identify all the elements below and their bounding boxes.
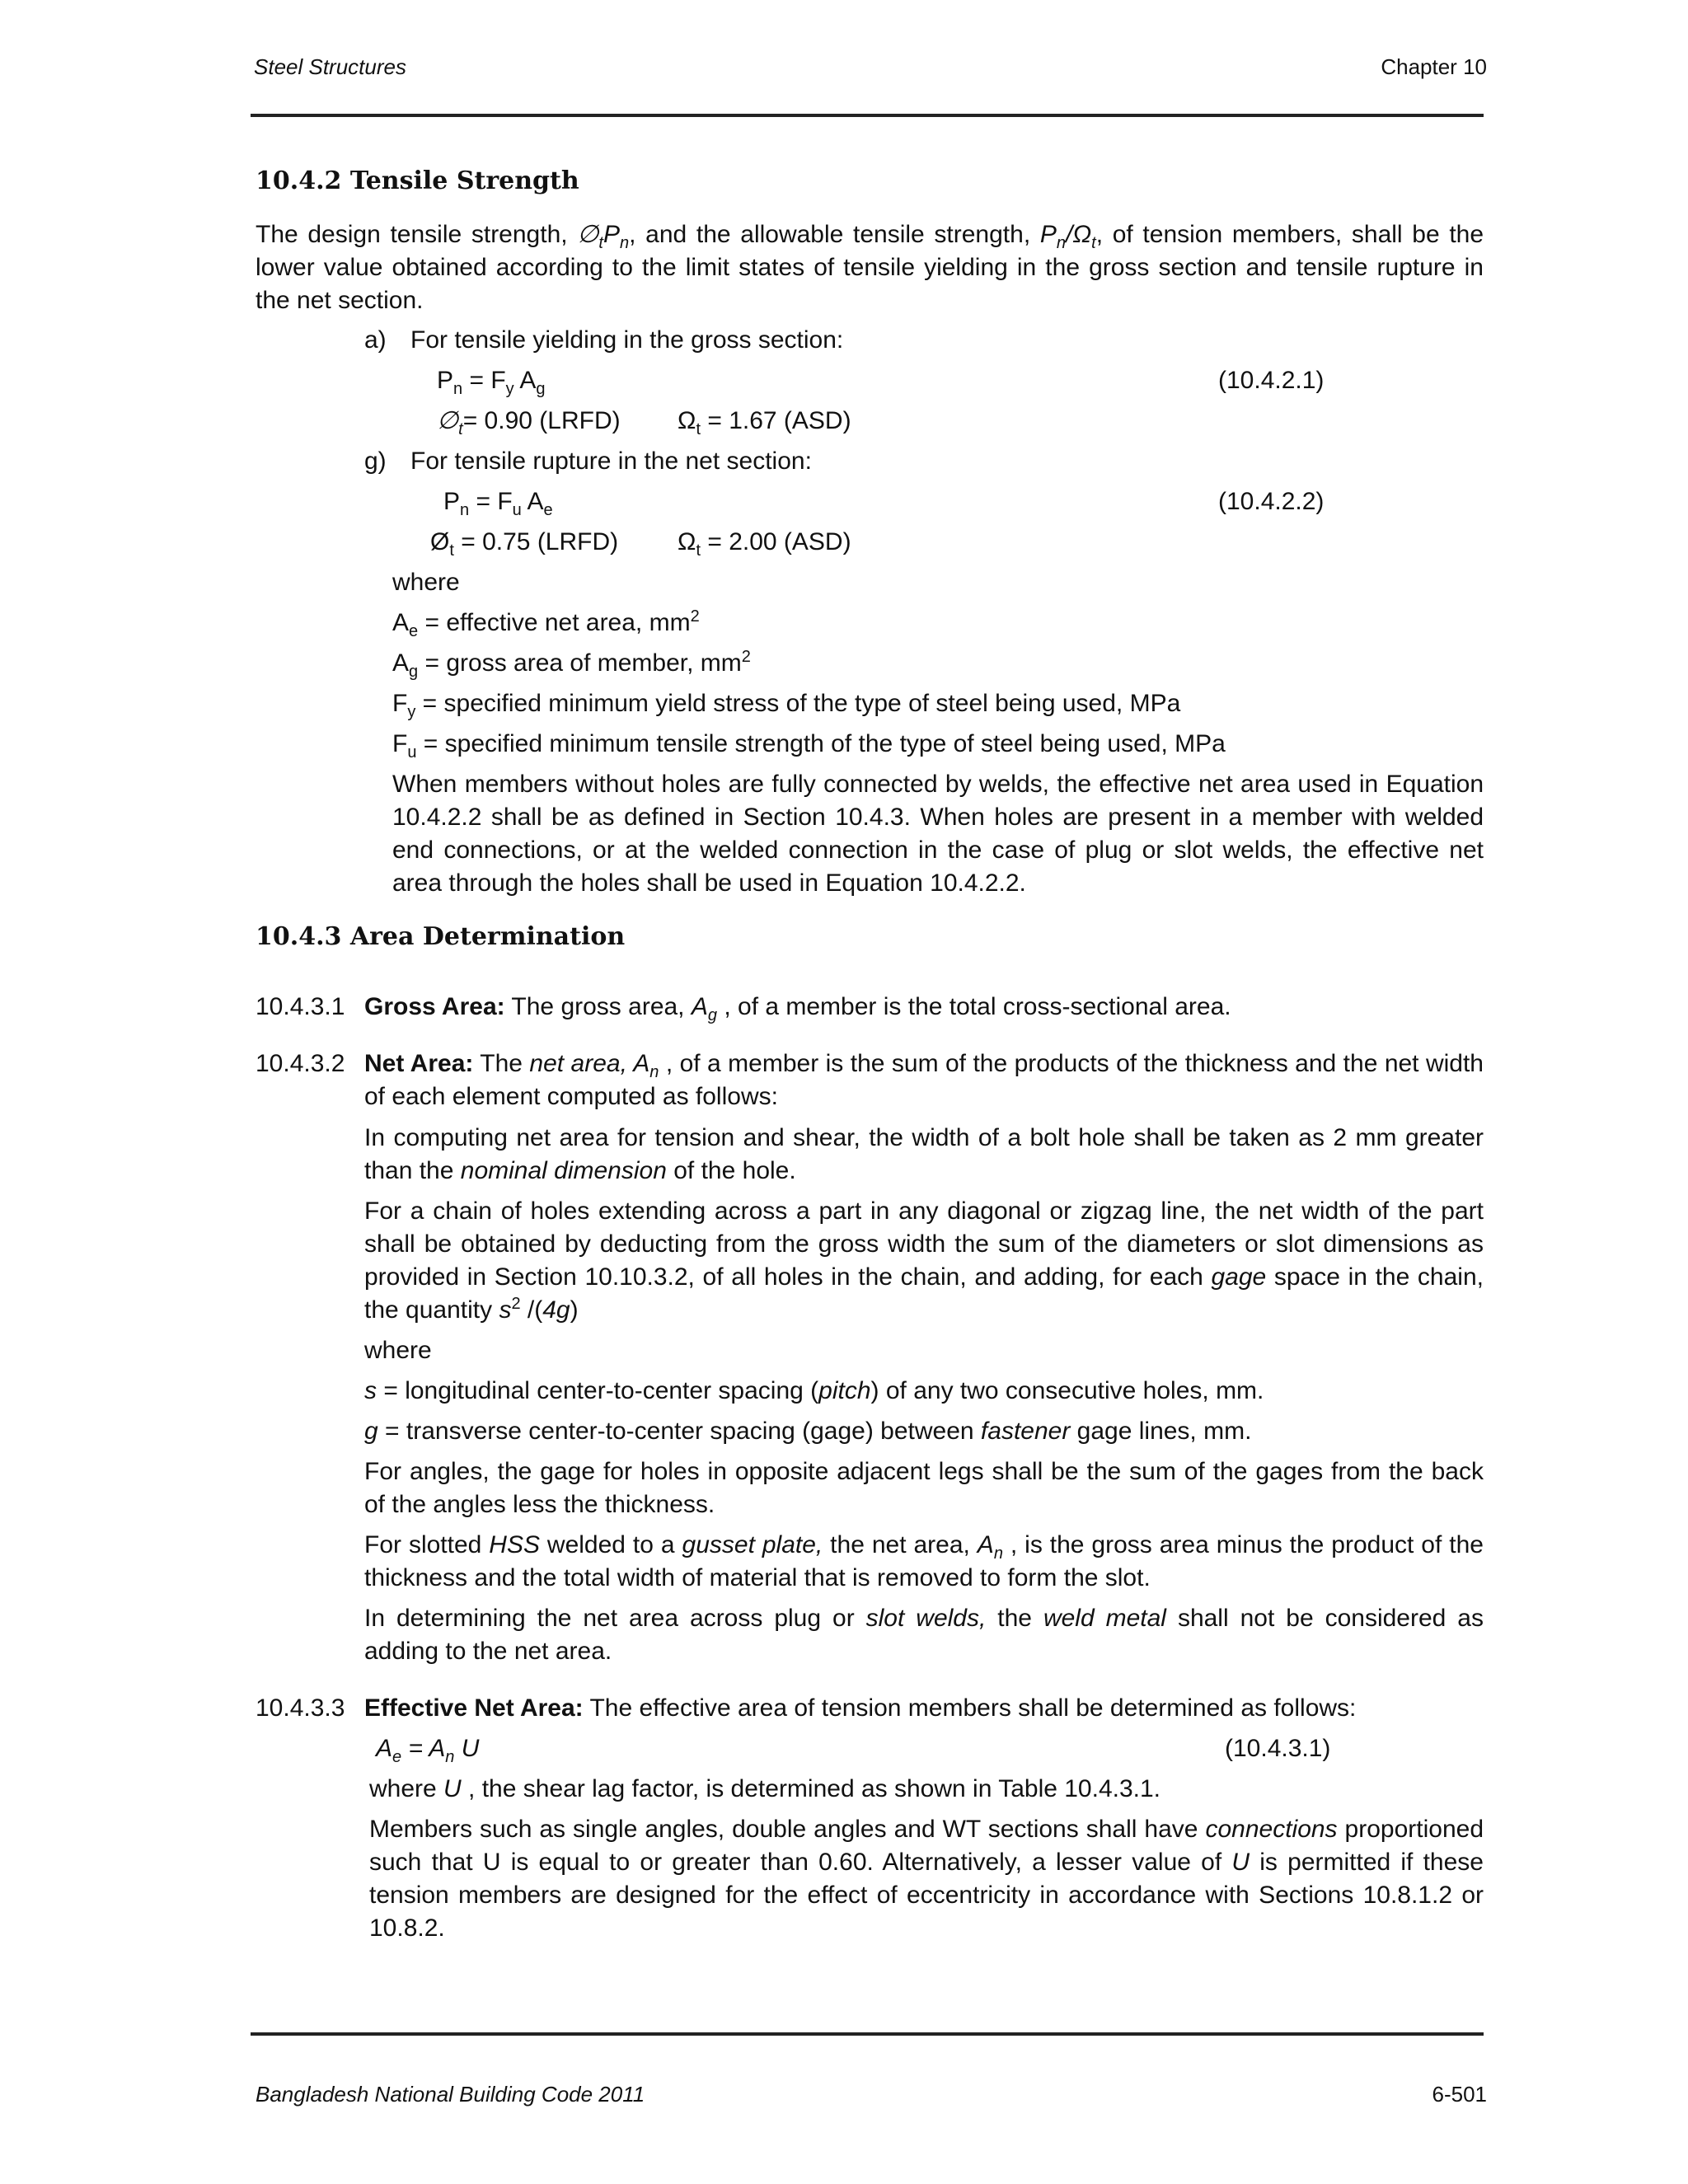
definition-ae: $A_e$ = effective net area, $mm^2$ — [392, 607, 700, 640]
item-g-text: For tensile rupture in the net section: — [410, 448, 812, 475]
net-area-clause: Net Area: The net area, $A_n$ , of a member is the sum of the products of the thickness and the net width of each element computed as follows: — [364, 1050, 1484, 1110]
welded-members-paragraph: When members without holes are fully connected by welds, the effective net area used in Equation 10.4.2.2 shall be as defined in Section 10.4.3. When holes are present in a member with welded end connections, or at the welded connection in the case of plug or slot welds, the effective net area through the holes shall be used in Equation 10.4.2.2. — [392, 771, 1484, 897]
gross-area-clause: Gross Area: The gross area, $A_g$ , of a member is the total cross-sectional area. — [364, 993, 1231, 1024]
effective-net-area-clause: Effective Net Area: The effective area of tension members shall be determined as follows: — [364, 1694, 1357, 1722]
running-header-chapter: Chapter 10 — [1381, 54, 1487, 79]
shear-lag-note: where U , the shear lag factor, is determined as shown in Table 10.4.3.1. — [369, 1775, 1161, 1802]
omega-factor-asd: $\Omega_t = 1.67$ (ASD) — [678, 407, 851, 438]
item-a-label: a) — [364, 326, 387, 354]
definition-s: s = longitudinal center-to-center spacing (pitch) of any two consecutive holes, mm. — [364, 1377, 1264, 1404]
section-title-10-4-2: 10.4.2 Tensile Strength — [256, 166, 579, 195]
slotted-hss-paragraph: For slotted HSS welded to a gusset plate, the net area, $A_n$ , is the gross area minus the product of the thickness and the total width of material that is removed to form the slot. — [364, 1531, 1484, 1591]
section-title-10-4-3: 10.4.3 Area Determination — [256, 922, 626, 951]
definition-g: g = transverse center-to-center spacing (gage) between fastener gage lines, mm. — [364, 1418, 1252, 1445]
definition-fy: $F_y$ = specified minimum yield stress of the type of steel being used, MPa — [392, 690, 1181, 721]
header-rule — [251, 114, 1484, 117]
item-a-text: For tensile yielding in the gross section: — [410, 326, 844, 354]
members-paragraph: Members such as single angles, double angles and WT sections shall have connections proportioned such that U is equal to or greater than 0.60. Alternatively, a lesser value of U is permitted if these tension members are designed for the effect of eccentricity in accordance with Sections 10.8.1.2 or 10.8.2. — [369, 1816, 1484, 1942]
equation-10-4-2-1: $P_n = F_y$ $A_g$ — [437, 367, 546, 398]
angles-paragraph: For angles, the gage for holes in opposite adjacent legs shall be the sum of the gages from the back of the angles less the thickness. — [364, 1458, 1484, 1518]
tensile-strength-intro: The design tensile strength, $\emptyset_tP_n$, and the allowable tensile strength, $P_n/\Omega_t$, of tension members, shall be the lower value obtained according to the limit states of tensile yielding in the gross section and tensile rupture in the net section. — [256, 221, 1484, 314]
where-label: where — [392, 569, 460, 596]
equation-10-4-3-1: $A_e = A_n$ U — [376, 1735, 480, 1766]
phi-factor-lrfd: $Ø_t = 0.75$ (LRFD) — [430, 528, 619, 560]
running-header-title: Steel Structures — [254, 54, 406, 79]
running-footer-code: Bangladesh National Building Code 2011 — [256, 2082, 645, 2107]
clause-number: 10.4.3.3 — [256, 1694, 345, 1722]
equation-number: (10.4.2.1) — [1218, 367, 1325, 394]
equation-10-4-2-2: $P_n = F_u$ $A_e$ — [443, 488, 553, 519]
clause-number: 10.4.3.2 — [256, 1050, 345, 1077]
item-g-label: g) — [364, 448, 387, 475]
where-label: where — [364, 1337, 432, 1364]
equation-number: (10.4.2.2) — [1218, 488, 1325, 515]
bolt-hole-paragraph: In computing net area for tension and shear, the width of a bolt hole shall be taken as 2 mm greater than the nominal dimension of the hole. — [364, 1124, 1484, 1184]
phi-factor-lrfd: $\emptyset_t= 0.90$ (LRFD) — [437, 407, 621, 438]
omega-factor-asd: $\Omega_t = 2.00$ (ASD) — [678, 528, 851, 560]
equation-number: (10.4.3.1) — [1225, 1735, 1331, 1762]
definition-fu: $F_u$ = specified minimum tensile strength of the type of steel being used, MPa — [392, 730, 1226, 762]
phi-symbol: ∅ — [577, 221, 599, 248]
page-number: 6-501 — [1432, 2082, 1487, 2107]
definition-ag: $A_g$ = gross area of member, $mm^2$ — [392, 648, 751, 681]
footer-rule — [251, 2032, 1484, 2036]
chain-of-holes-paragraph: For a chain of holes extending across a part in any diagonal or zigzag line, the net width of the part shall be obtained by deducting from the gross width the sum of the diameters or slot dimensions as provided in Section 10.10.3.2, of all holes in the chain, and adding, for each gage space in the chain, the quantity $s^2$ /(4g) — [364, 1197, 1484, 1324]
plug-welds-paragraph: In determining the net area across plug or slot welds, the weld metal shall not be considered as adding to the net area. — [364, 1605, 1484, 1665]
clause-number: 10.4.3.1 — [256, 993, 345, 1020]
